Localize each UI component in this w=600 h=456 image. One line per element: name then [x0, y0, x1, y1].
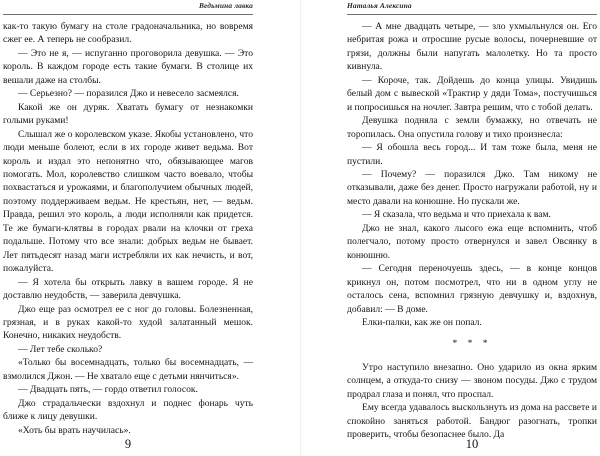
left-page-head-rule [3, 14, 253, 15]
paragraph: Джо страдальчески вздохнул и поднес фонарь чуть ближе к лицу девушки. [3, 397, 253, 423]
paragraph: Слышал же о королевском указе. Якобы установлено, что люди меньше болеют, если в их городе живет ведьма. Вот король и издал это непонятно что, обязывающее магов помогать. Мол, королевство слишком часто воевало, чтобы похвастаться и урожаями, и благополучием обычных людей, поэтому поддерживаем ведьм. Не крестьян, нет, — ведьм. Правда, решил это король, а люди исполняли как придется. Те же бумаги-клятвы в городах рвали на клочки от греха подальше. Потому что все знали: добрых ведьм не бывает. Лет пятьдесят назад маги истребляли их как нечисть, и вот, пожалуйста. [3, 128, 253, 275]
right-page-body [347, 20, 597, 442]
paragraph: — Двадцать пять, — гордо ответил голосок. [18, 384, 198, 396]
left-page-running-head: Ведьмина лавка [198, 1, 253, 10]
left-page-number: 9 [124, 437, 132, 451]
paragraph: Какой же он дуряк. Хватать бумагу от незнакомки голыми руками! [3, 101, 253, 127]
paragraph: — Почему? — поразился Джо. Там никому не отказывали, даже без денег. Просто нагружали работой, ну и место давали на конюшне. Но пускали же. [347, 168, 597, 207]
right-page-head-rule [347, 14, 597, 15]
paragraph: — А мне двадцать четыре, — зло ухмыльнулся он. Его небритая рожа и отросшие русые волосы, почерневшие от грязи, должны были напугать малолетку. Но та просто кивнула. [347, 21, 597, 73]
paragraph: Утро наступило внезапно. Оно ударило из окна ярким солнцем, а откуда-то снизу — звоном посуды. Джо с трудом продрал глаза и понял, что проспал. [347, 361, 597, 400]
right-page [300, 0, 600, 456]
paragraph: — Это не я, — испуганно проговорила девушка. — Это король. В каждом городе есть такие бумаги. В столице их вешали даже на столбы. [3, 47, 253, 86]
page-gutter-divider [300, 0, 301, 456]
scene-break-separator: * * * [452, 339, 492, 350]
paragraph: — Я сказала, что ведьма и что приехала к вам. [362, 209, 551, 221]
paragraph: — Короче, так. Дойдешь до конца улицы. Увидишь белый дом с вывеской «Трактир у дяди Тома», постучишься и попросишься на ночлег. Завтра решим, что с тобой делать. [347, 74, 597, 113]
left-page-body [3, 20, 253, 437]
paragraph: — Я хотела бы открыть лавку в вашем городе. Я не доставлю неудобств, — заверила девчушка. [3, 276, 253, 302]
paragraph: Девушка подняла с земли бумажку, но отвечать не торопилась. Она опустила голову и тихо произнесла: [347, 115, 597, 140]
right-page-number: 10 [465, 437, 479, 451]
paragraph: — Лет тебе сколько? [18, 343, 103, 355]
paragraph: Джо не знал, какого лысого ежа еще вспомнить, чтоб полегчало, потому просто отвернулся и завел Овсянку в конюшню. [347, 222, 597, 261]
paragraph: «Только бы восемнадцать, только бы восемнадцать, — взмолился Джон. — Не хватало еще с детьми нянчиться». [3, 357, 253, 382]
paragraph: «Хоть бы врать научилась». [18, 424, 131, 436]
paragraph: — Серьезно? — поразился Джо и невесело засмеялся. [18, 88, 239, 100]
paragraph: Джо еще раз осмотрел ее с ног до головы. Болезненная, грязная, и в руках какой-то худой залатанный мешок. Конечно, никаких неудобств. [3, 303, 253, 342]
paragraph: Елки-палки, как же он попал. [362, 316, 482, 328]
paragraph: — Я обошла весь город... И там тоже была, меня не пустили. [347, 142, 597, 167]
paragraph: Ему всегда удавалось выскользнуть из дома на рассвете и спокойно заняться работой. Бандюг разогнать, тропки проверить, чтобы безопаснее было. Да [347, 402, 597, 441]
paragraph: — Сегодня переночуешь здесь, — в конце концов крикнул он, потом посмотрел, что ни в одном углу не осталось сена, вспомнил грязную девчушку и, вздохнув, добавил: — В доме. [347, 263, 597, 315]
paragraph: как-то такую бумагу на столе градоначальника, но вовремя сжег ее. А теперь не сообразил. [3, 21, 253, 46]
right-page-running-head: Наталья Алексина [347, 1, 412, 10]
